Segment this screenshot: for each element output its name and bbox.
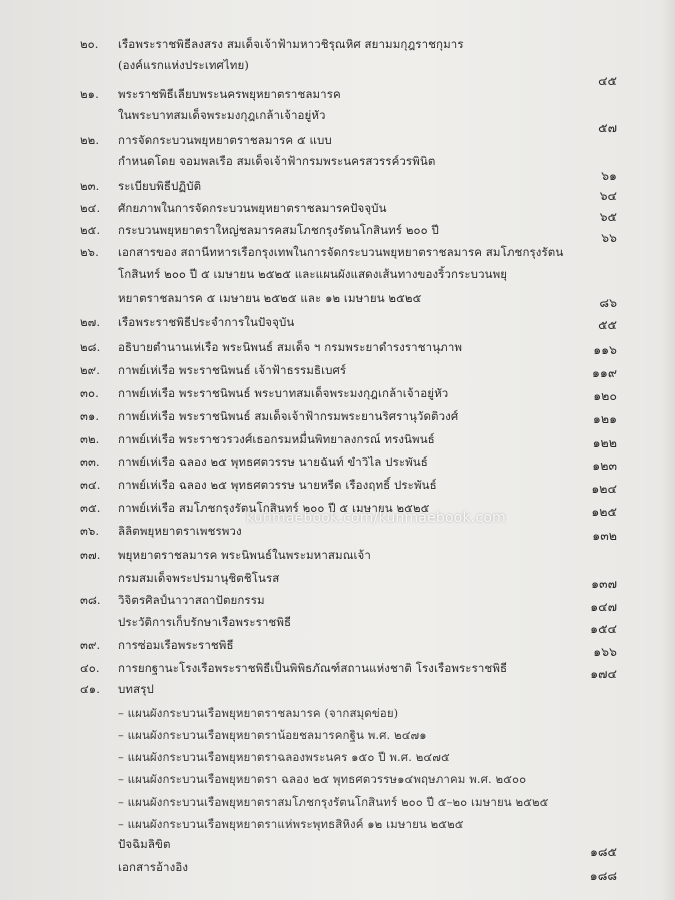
entry-page: ๑๒๑: [592, 411, 617, 426]
entry-number: ๒๑.: [80, 87, 99, 101]
entry-title: อธิบายตำนานเห่เรือ พระนิพนธ์ สมเด็จ ฯ กรมพระยาดำรงราชานุภาพ: [118, 340, 463, 354]
entry-page: ๑๒๒: [592, 435, 617, 450]
entry-number: ๓๖.: [80, 524, 100, 538]
entry-title: กาพย์เห่เรือ พระราชนิพนธ์ พระบาทสมเด็จพระมงกุฎเกล้าเจ้าอยู่หัว: [118, 386, 449, 400]
entry-number: ๓๕.: [80, 501, 101, 515]
summary-item: – แผนผังกระบวนเรือพยุหยาตรา ฉลอง ๒๕ พุทธศตวรรษ๑๔พฤษภาคม พ.ศ. ๒๕๐๐: [118, 772, 527, 786]
entry-number: ๓๙.: [80, 638, 101, 652]
entry-number: ๓๗.: [80, 548, 101, 562]
entry-number: ๒๒.: [80, 133, 100, 147]
entry-page: ๑๒๕: [591, 504, 617, 519]
entry-number: ๓๒.: [80, 432, 100, 446]
entry-number: ๔๐.: [80, 661, 100, 675]
watermark-text: kunmaebook.com/kunmaebook.com: [246, 510, 506, 526]
references-title: เอกสารอ้างอิง: [118, 860, 189, 874]
entry-title: ลิลิตพยุหยาตราเพชรพวง: [118, 524, 242, 538]
entry-number: ๔๑.: [80, 682, 100, 696]
entry-title-cont: กำหนดโดย จอมพลเรือ สมเด็จเจ้าฟ้ากรมพระนครสวรรค์วรพินิต: [118, 154, 436, 168]
entry-number: ๒๗.: [80, 315, 101, 329]
entry-title: พยุหยาตราชลมารค พระนิพนธ์ในพระมหาสมณเจ้า: [118, 548, 371, 562]
summary-item: – แผนผังกระบวนเรือพยุหยาตราสมโภชกรุงรัตนโกสินทร์ ๒๐๐ ปี ๕–๒๐ เมษายน ๒๕๒๕: [118, 795, 549, 809]
entry-number: ๓๐.: [80, 386, 99, 400]
entry-title: พระราชพิธีเลียบพระนครพยุหยาตราชลมารค: [118, 87, 341, 101]
summary-item: – แผนผังกระบวนเรือพยุหยาตราชลมารค (จากสมุดข่อย): [118, 706, 399, 720]
entry-number: ๒๕.: [80, 223, 101, 237]
entry-page: ๑๑๖: [593, 342, 617, 357]
entry-title: กาพย์เห่เรือ ฉลอง ๒๕ พุทธศตวรรษ นายหรีด เรืองฤทธิ์ ประพันธ์: [118, 478, 437, 492]
entry-title: ประวัติการเก็บรักษาเรือพระราชพิธี: [118, 615, 292, 629]
entry-title: กาพย์เห่เรือ สมโภชกรุงรัตนโกสินทร์ ๒๐๐ ปี ๕ เมษายน ๒๕๒๕: [118, 501, 430, 515]
entry-title: วิจิตรศิลป์นาวาสถาปัตยกรรม: [118, 593, 265, 607]
entry-title: บทสรุป: [118, 682, 154, 696]
entry-page: ๑๒๔: [591, 481, 617, 496]
entry-title-cont: ในพระบาทสมเด็จพระมงกุฎเกล้าเจ้าอยู่หัว: [118, 108, 326, 122]
entry-title: เรือพระราชพิธีประจำการในปัจจุบัน: [118, 315, 295, 329]
entry-title: กาพย์เห่เรือ ฉลอง ๒๕ พุทธศตวรรษ นายฉันท์ ขำวิไล ประพันธ์: [118, 455, 428, 469]
entry-page: ๖๑: [601, 168, 617, 183]
entry-number: ๒๓.: [80, 179, 100, 193]
entry-number: ๒๖.: [80, 245, 99, 259]
entry-title-cont: (องค์แรกแห่งประเทศไทย): [118, 58, 249, 72]
entry-page: ๑๘๘: [589, 868, 617, 883]
entry-number: ๒๐.: [80, 37, 99, 51]
entry-number: ๒๔.: [80, 201, 101, 215]
entry-title-cont: กรมสมเด็จพระปรมานุชิตชิโนรส: [118, 571, 280, 585]
entry-page: ๑๘๕: [589, 844, 617, 859]
summary-item: – แผนผังกระบวนเรือพยุหยาตราฉลองพระนคร ๑๕๐ ปี พ.ศ. ๒๔๗๕: [118, 750, 450, 764]
entry-page: ๔๕: [598, 73, 617, 88]
entry-page: ๘๖: [599, 295, 617, 310]
entry-title: ศักยภาพในการจัดกระบวนพยุหยาตราชลมารคปัจจุบัน: [118, 201, 387, 215]
entry-page: ๖๕: [599, 209, 617, 224]
entry-title: เอกสารของ สถานีทหารเรือกรุงเทพในการจัดกระบวนพยุหยาตราชลมารค สมโภชกรุงรัตน: [118, 245, 564, 259]
entry-title: การยกฐานะโรงเรือพระราชพิธีเป็นพิพิธภัณฑ์สถานแห่งชาติ โรงเรือพระราชพิธี: [118, 661, 508, 675]
entry-title: กระบวนพยุหยาตราใหญ่ชลมารคสมโภชกรุงรัตนโกสินทร์ ๒๐๐ ปี: [118, 223, 439, 237]
entry-title-cont: หยาตราชลมารค ๕ เมษายน ๒๕๒๕ และ ๑๒ เมษายน ๒๕๒๕: [118, 291, 422, 305]
entry-title: ระเบียบพิธีปฏิบัติ: [118, 179, 202, 193]
postscript-title: ปัจฉิมลิขิต: [118, 837, 171, 851]
entry-number: ๒๘.: [80, 340, 101, 354]
page-edge-shadow: [661, 0, 675, 900]
entry-title: กาพย์เห่เรือ พระราชวรวงศ์เธอกรมหมื่นพิทยาลงกรณ์ ทรงนิพนธ์: [118, 432, 435, 446]
entry-title: กาพย์เห่เรือ พระราชนิพนธ์ เจ้าฟ้าธรรมธิเบศร์: [118, 363, 347, 377]
entry-page: ๑๕๔: [590, 621, 617, 636]
entry-title: การจัดกระบวนพยุหยาตราชลมารค ๕ แบบ: [118, 133, 332, 147]
entry-page: ๑๓๗: [591, 576, 617, 591]
entry-title-cont: โกสินทร์ ๒๐๐ ปี ๕ เมษายน ๒๕๒๕ และแผนผังแสดงเส้นทางของริ้วกระบวนพยุ: [118, 267, 508, 281]
summary-item: – แผนผังกระบวนเรือพยุหยาตราน้อยชลมารคกฐิน พ.ศ. ๒๔๗๑: [118, 728, 427, 742]
entry-page: ๑๓๒: [592, 528, 617, 543]
entry-number: ๓๓.: [80, 455, 100, 469]
entry-page: ๑๗๔: [590, 666, 617, 681]
entry-number: ๓๑.: [80, 409, 100, 423]
entry-title: กาพย์เห่เรือ พระราชนิพนธ์ สมเด็จเจ้าฟ้ากรมพระยานริศรานุวัดติวงศ์: [118, 409, 459, 423]
entry-title: การซ่อมเรือพระราชพิธี: [118, 638, 234, 652]
entry-page: ๕๕: [598, 317, 617, 332]
entry-title: เรือพระราชพิธีลงสรง สมเด็จเจ้าฟ้ามหาวชิรุณหิศ สยามมกุฎราชกุมาร: [118, 37, 464, 51]
entry-page: ๖๔: [599, 188, 617, 203]
entry-page: ๑๒๓: [592, 458, 617, 473]
entry-page: ๖๖: [601, 230, 617, 245]
entry-page: ๕๗: [598, 120, 617, 135]
entry-number: ๒๙.: [80, 363, 100, 377]
entry-page: ๑๒๐: [593, 388, 617, 403]
entry-page: ๑๖๖: [593, 644, 617, 659]
entry-number: ๓๘.: [80, 593, 101, 607]
entry-page: ๑๔๗: [590, 599, 617, 614]
entry-number: ๓๔.: [80, 478, 101, 492]
entry-page: ๑๑๙: [591, 365, 617, 380]
summary-item: – แผนผังกระบวนเรือพยุหยาตราแห่พระพุทธสิหิงค์ ๑๒ เมษายน ๒๕๒๕: [118, 817, 464, 831]
